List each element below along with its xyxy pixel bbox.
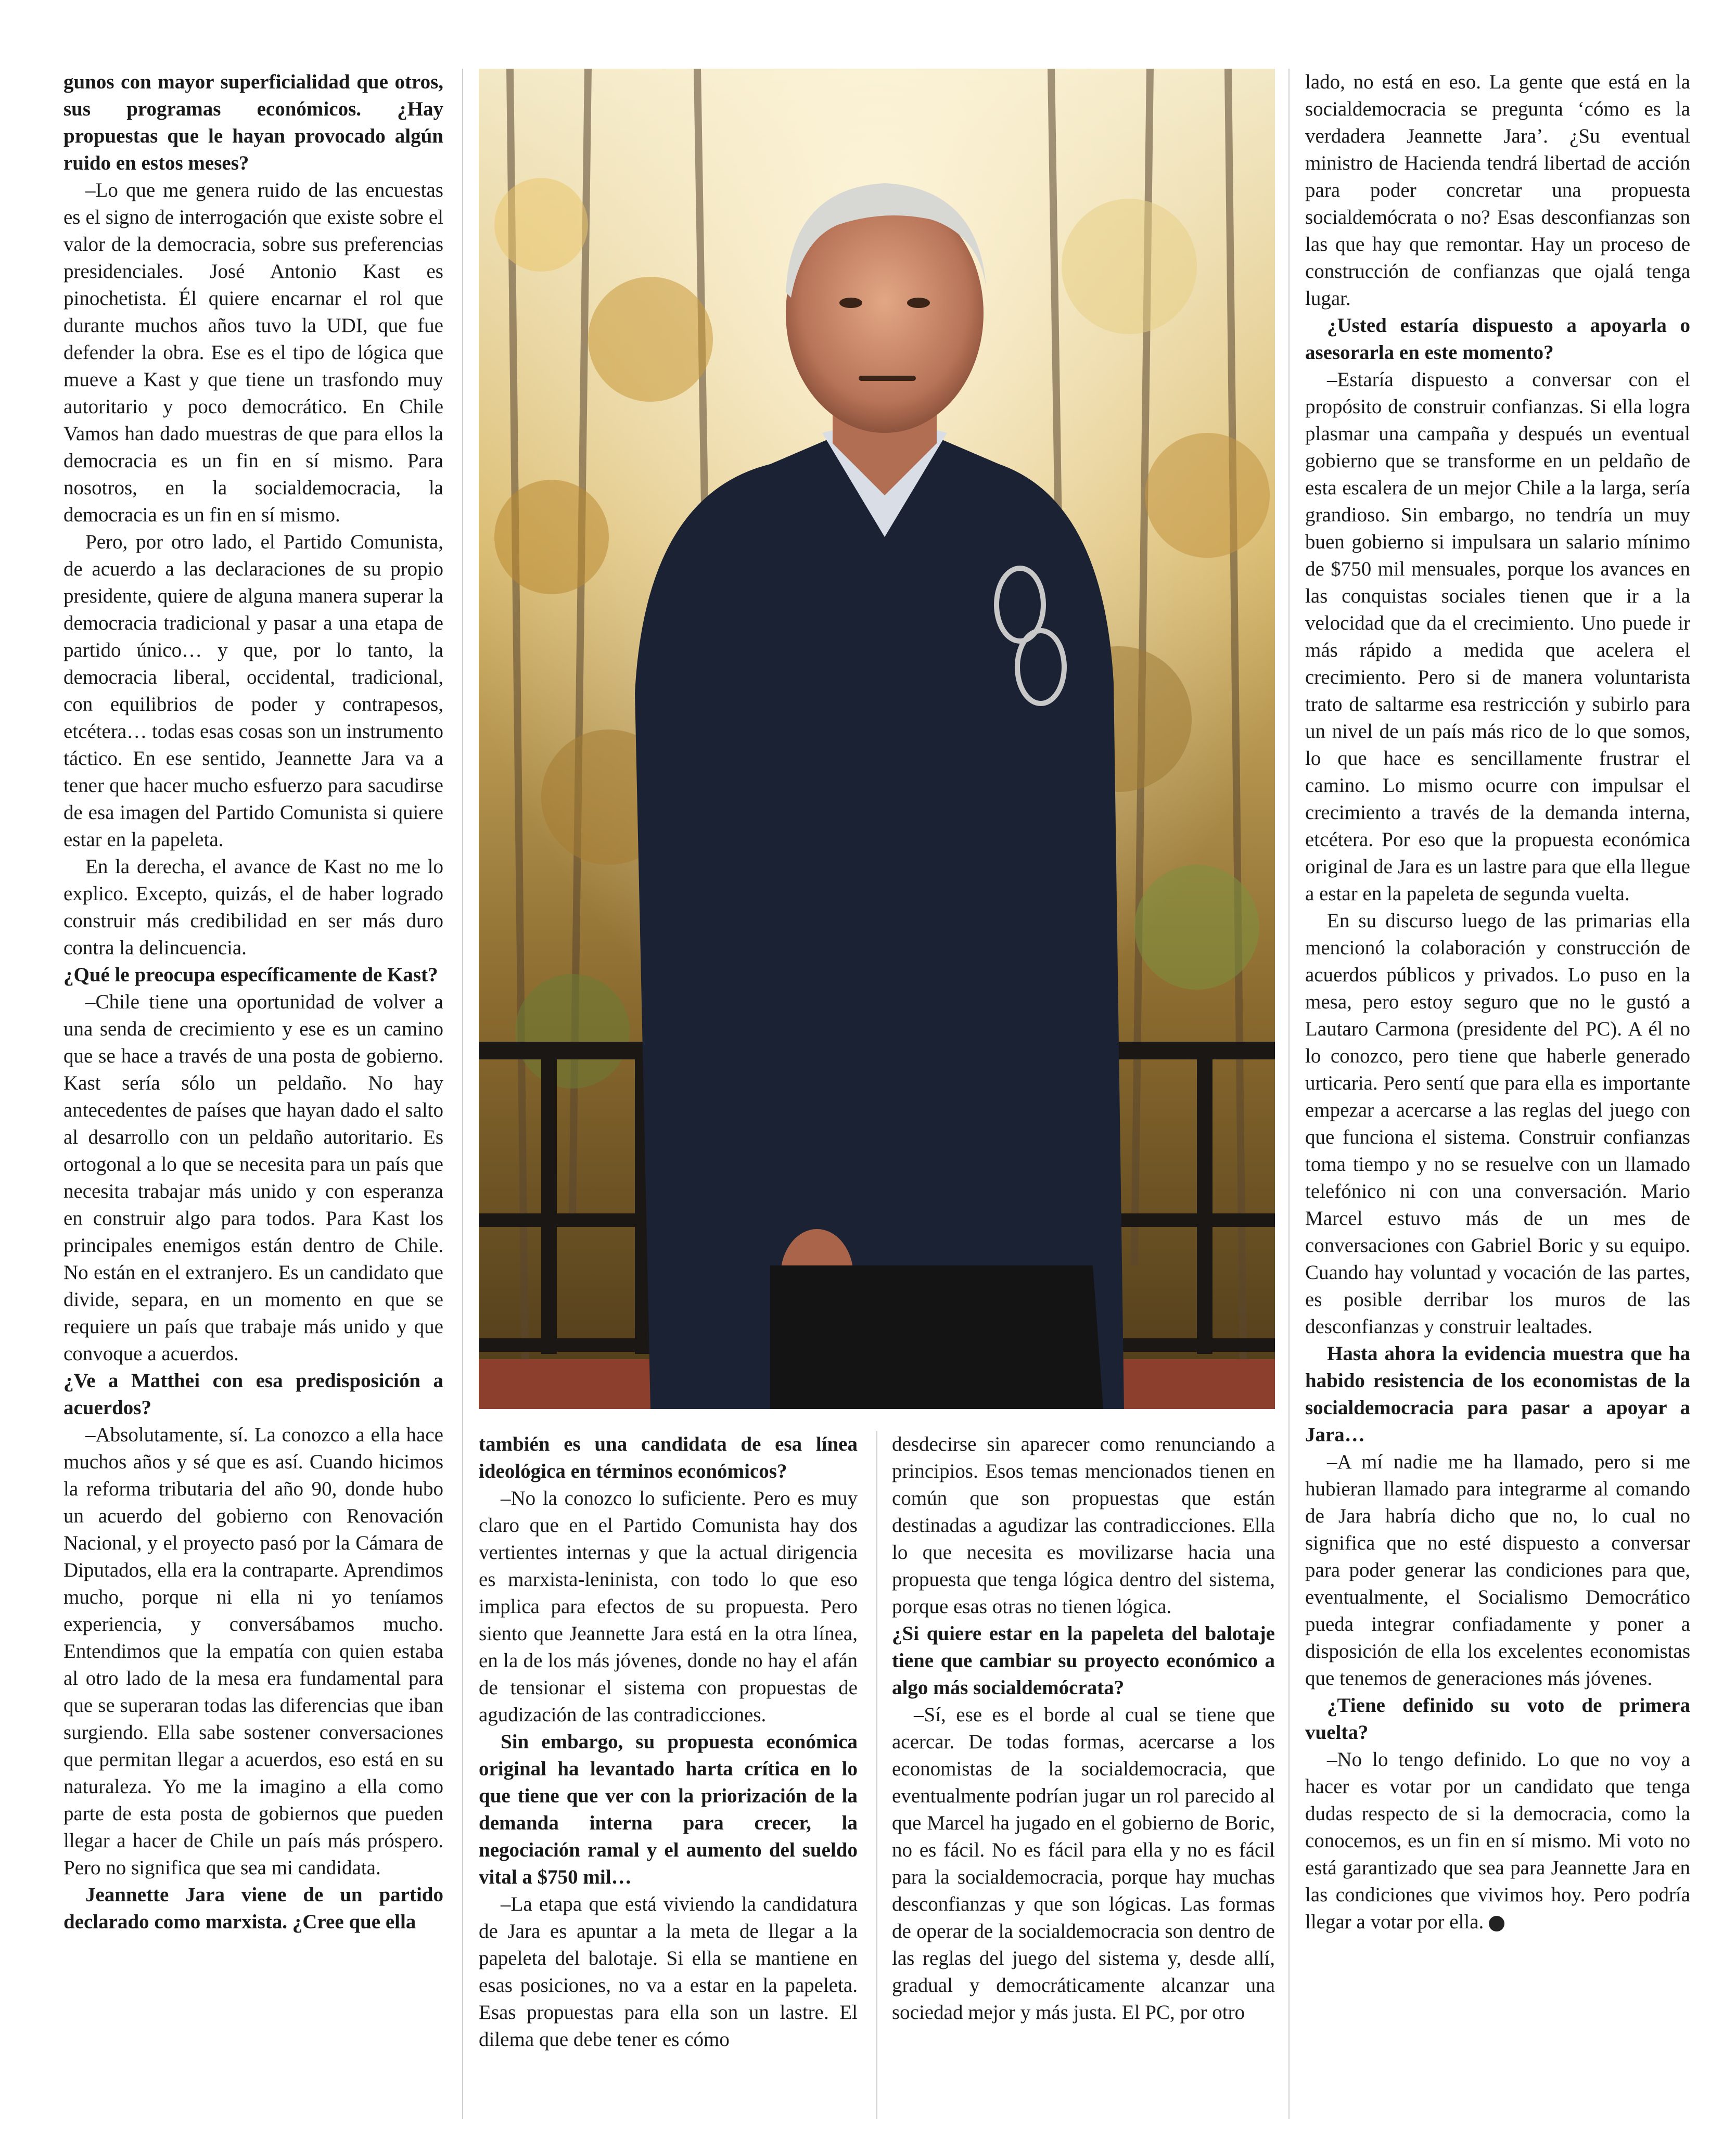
end-of-article-icon: P (1489, 1916, 1504, 1931)
portrait-photo (479, 69, 1275, 1409)
paragraph: En la derecha, el avance de Kast no me lo explico. Excepto, quizás, el de haber logrado construir más credibilidad en ser más duro contra la delincuencia. (63, 855, 443, 959)
answer-balotaje-cont: lado, no está en eso. La gente que está en la socialdemocracia se pregunta ‘cómo es la verdadera Jeannette Jara’. ¿Su eventual ministro de Hacienda tendrá libertad de acción para poder concretar una propuesta socialdemócrata o no? Esas desconfianzas son las que hay que remontar. Hay un proceso de construcción de confianzas que ojalá tenga lugar. (1305, 71, 1690, 310)
question-intro: gunos con mayor superficialidad que otros, sus programas económicos. ¿Hay propuestas que le hayan provocado algún ruido en estos meses? (63, 71, 443, 174)
answer-voto-wrapper (1305, 1746, 1690, 1936)
answer-matthei: –Absolutamente, sí. La conozco a ella hace muchos años y sé que es así. Cuando hicimos la reforma tributaria del año 90, donde hubo un acuerdo del gobierno con Renovación Nacional, y el proyecto pasó por la Cámara de Diputados, ella era la contraparte. Aprendimos mucho, porque ni ella ni yo teníamos experiencia, y conversábamos mucho. Entendimos que la empatía con quien estaba al otro lado de la mesa era fundamental para que se superaran todas las diferencias que iban surgiendo. Ella sabe sostener conversaciones que permitan llegar a acuerdos, eso está en su naturaleza. Yo me la imagino a ella como parte de esta posta de gobiernos que pueden llegar a hacer de Chile un país más próspero. Pero no significa que sea mi candidata. (63, 1424, 443, 1879)
question-evidencia: Hasta ahora la evidencia muestra que ha habido resistencia de los economistas de la socialdemocracia para pasar a apoyar a Jara… (1305, 1342, 1690, 1446)
question-jara-start: Jeannette Jara viene de un partido declarado como marxista. ¿Cree que ella (63, 1884, 443, 1933)
question-balotaje: ¿Si quiere estar en la papeleta del balotaje tiene que cambiar su proyecto económico a algo más socialdemócrata? (892, 1622, 1275, 1699)
question-matthei: ¿Ve a Matthei con esa predisposición a acuerdos? (63, 1370, 443, 1419)
column-rule (462, 69, 463, 2119)
question-asesorar: ¿Usted estaría dispuesto a apoyarla o asesorarla en este momento? (1305, 314, 1690, 364)
question-kast: ¿Qué le preocupa específicamente de Kast? (63, 964, 438, 986)
answer-propuesta: –La etapa que está viviendo la candidatura de Jara es apuntar a la meta de llegar a la papeleta del balotaje. Si ella se mantiene en esas posiciones, no va a estar en la papeleta. Esas propuestas para ella son un lastre. El dilema que debe tener es cómo (479, 1893, 858, 2051)
answer-kast: –Chile tiene una oportunidad de volver a una senda de crecimiento y ese es un camino que se hace a través de una posta de gobierno. Kast sería sólo un peldaño. No hay antecedentes de países que hayan dado el salto al desarrollo con un peldaño autoritario. Es ortogonal a lo que se necesita para un país que necesita trabajar más unido y con esperanza en construir algo para todos. Para Kast los principales enemigos están dentro de Chile. No están en el extranjero. Es un candidato que divide, separa, en un momento en que se requiere un país que trabaje más unido y que convoque a acuerdos. (63, 991, 443, 1365)
column-rule (1288, 69, 1290, 2119)
answer-propuesta-cont: desdecirse sin aparecer como renunciando a principios. Esos temas mencionados tienen en común que son propuestas que están destinadas a agudizar las contradicciones. Ella lo que necesita es movilizarse hacia una propuesta que tenga lógica dentro del sistema, porque esas otras no tienen lógica. (892, 1433, 1275, 1618)
answer-voto: –No lo tengo definido. Lo que no voy a hacer es votar por un candidato que tenga dudas respecto de si la democracia, como la conocemos, es un fin en sí mismo. Mi voto no está garantizado que sea para Jeannette Jara en las condiciones que vivimos hoy. Pero podría llegar a votar por ella. (1305, 1748, 1690, 1933)
answer-evidencia: –A mí nadie me ha llamado, pero si me hubieran llamado para integrarme al comando de Jara habría dicho que no, lo cual no significa que no esté dispuesto a conversar para poder generar las condiciones para que, eventualmente, el Socialismo Democrático pueda integrar confiadamente y poner a disposición de ella los excelentes economistas que tenemos de generaciones más jóvenes. (1305, 1451, 1690, 1690)
paragraph-discurso: En su discurso luego de las primarias ella mencionó la colaboración y construcción de acuerdos públicos y privados. Lo puso en la mesa, pero estoy seguro que no le gustó a Lautaro Carmona (presidente del PC). A él no lo conozco, pero tiene que haberle generado urticaria. Pero sentí que para ella es importante empezar a acercarse a las reglas del juego con que funciona el sistema. Construir confianzas toma tiempo y no se resuelve con un llamado telefónico ni con una conversación. Mario Marcel estuvo más de un mes de conversaciones con Gabriel Boric y su equipo. Cuando hay voluntad y vocación de las partes, es posible derribar los muros de las desconfianzas y construir lealtades. (1305, 910, 1690, 1338)
question-jara-end: también es una candidata de esa línea ideológica en términos económicos? (479, 1433, 858, 1482)
paragraph: Pero, por otro lado, el Partido Comunista, de acuerdo a las declaraciones de su propio presidente, quiere de alguna manera superar la democracia tradicional y pasar a una etapa de partido único… y que, por lo tanto, la democracia liberal, occidental, tradicional, con equilibrios de poder y contrapesos, etcétera… todas esas cosas son un instrumento táctico. En ese sentido, Jeannette Jara va a tener que hacer mucho esfuerzo para sacudirse de esa imagen del Partido Comunista si quiere estar en la papeleta. (63, 531, 443, 851)
column-rule (876, 1431, 877, 2119)
column-2 (479, 1431, 858, 2053)
column-1 (63, 69, 443, 1936)
column-3 (892, 1431, 1275, 2026)
column-4 (1305, 69, 1690, 1936)
answer-intro: –Lo que me genera ruido de las encuestas es el signo de interrogación que existe sobre el valor de la democracia, sobre sus preferencias presidenciales. José Antonio Kast es pinochetista. Él quiere encarnar el rol que durante muchos años tuvo la UDI, que fue defender la obra. Ese es el tipo de lógica que mueve a Kast y que tiene un trasfondo muy autoritario y poco democrático. En Chile Vamos han dado muestras de que para ellos la democracia es un fin en sí mismo. Para nosotros, en la socialdemocracia, la democracia es un fin en sí mismo. (63, 179, 443, 526)
question-propuesta: Sin embargo, su propuesta económica original ha levantado harta crítica en lo que tiene que ver con la priorización de la demanda interna para crecer, la negociación ramal y el aumento del sueldo vital a $750 mil… (479, 1731, 858, 1888)
answer-asesorar: –Estaría dispuesto a conversar con el propósito de construir confianzas. Si ella logra plasmar una campaña y después un eventual gobierno que se transforme en un peldaño de esta escalera de un mejor Chile a la larga, sería grandioso. Sin embargo, no tendría un muy buen gobierno si impulsara un salario mínimo de $750 mil mensuales, porque los avances en las conquistas sociales tienen que ir a la velocidad que da el crecimiento. Uno puede ir más rápido a medida que acelera el crecimiento. Pero si de manera voluntarista trato de saltarme esa restricción y subirlo para un nivel de un país más rico de lo que somos, lo que hace es sencillamente frustrar el camino. Lo mismo ocurre con impulsar el crecimiento a través de la demanda interna, etcétera. Por eso que la propuesta económica original de Jara es un lastre para que ella llegue a estar en la papeleta de segunda vuelta. (1305, 368, 1690, 905)
answer-balotaje: –Sí, ese es el borde al cual se tiene que acercar. De todas formas, acercarse a los economistas de la socialdemocracia, que eventualmente podrían jugar un rol parecido al que Marcel ha jugado en el gobierno de Boric, no es fácil. No es fácil para ella y no es fácil para la socialdemocracia, porque hay muchas desconfianzas y que son lógicas. Las formas de operar de la socialdemocracia son dentro de las reglas del juego del sistema y, desde allí, gradual y democráticamente alcanzar una sociedad mejor y más justa. El PC, por otro (892, 1704, 1275, 2024)
question-voto: ¿Tiene definido su voto de primera vuelta? (1305, 1694, 1690, 1744)
answer-jara: –No la conozco lo suficiente. Pero es muy claro que en el Partido Comunista hay dos vertientes internas y que la actual dirigencia es marxista-leninista, con todo lo que eso implica para efectos de su propuesta. Pero siento que Jeannette Jara está en la otra línea, en la de los más jóvenes, donde no hay el afán de tensionar el sistema con propuestas de agudización de las contradicciones. (479, 1487, 858, 1726)
